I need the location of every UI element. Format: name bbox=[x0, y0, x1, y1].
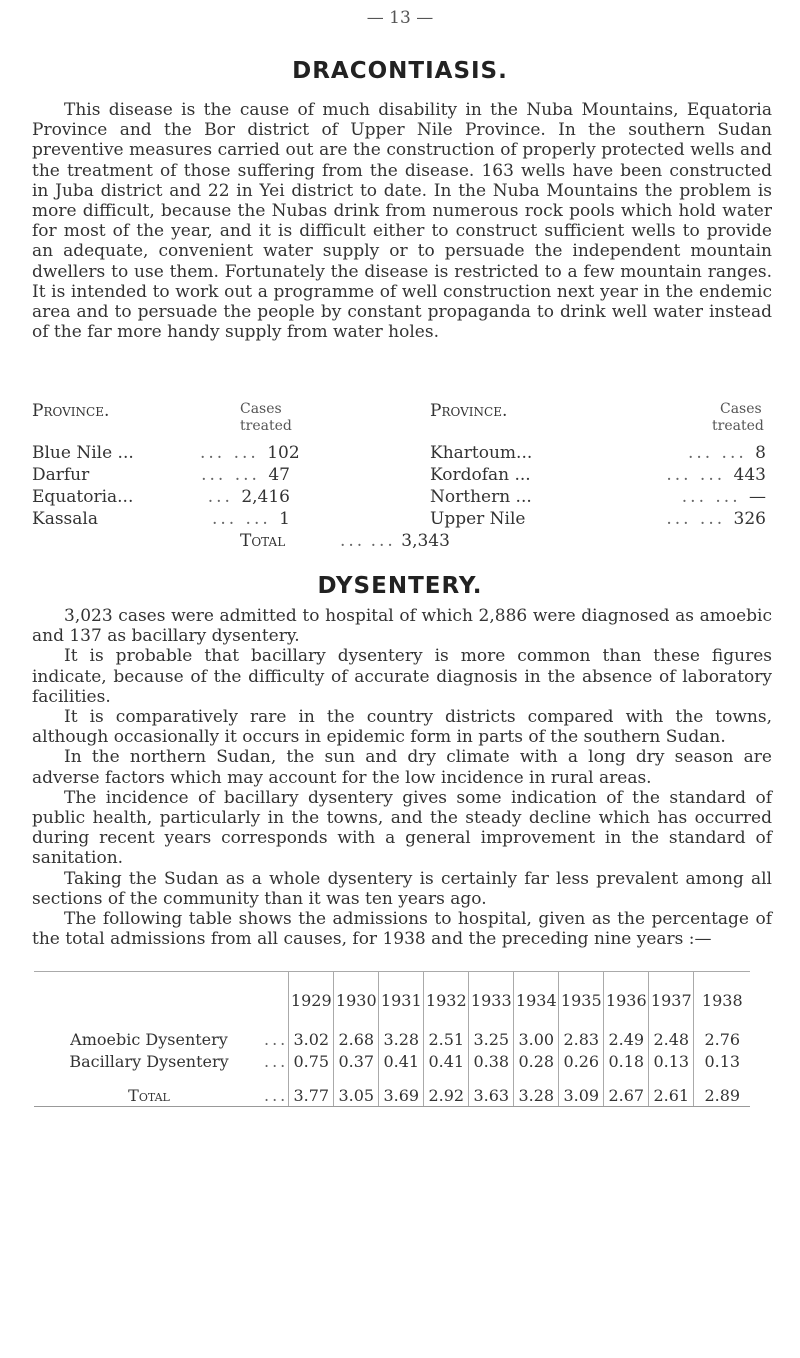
province-header-left: Province. bbox=[32, 401, 110, 421]
dysentery-paragraph: It is probable that bacillary dysentery is more common than these figures indicate, because of the difficulty of accurate diagnosis in the absence of laboratory facilities. bbox=[32, 646, 772, 707]
year-header: 1938 bbox=[694, 972, 751, 1029]
dysentery-paragraph: The following table shows the admissions to hospital, given as the percentage of the total admissions from all causes, for 1938 and the preceding nine years :— bbox=[32, 909, 772, 950]
table-cell: 0.18 bbox=[604, 1050, 649, 1072]
dysentery-paragraph: In the northern Sudan, the sun and dry climate with a long dry season are adverse factors which may account for the low incidence in rural areas. bbox=[32, 747, 772, 788]
page-number: — 13 — bbox=[366, 8, 434, 28]
total-cell: 3.05 bbox=[334, 1084, 379, 1107]
year-header: 1936 bbox=[604, 972, 649, 1029]
year-header: 1929 bbox=[289, 972, 334, 1029]
year-header: 1934 bbox=[514, 972, 559, 1029]
province-total-label: Total bbox=[240, 531, 286, 551]
province-cases: ... ... 326 bbox=[666, 509, 766, 529]
province-total-value: ... ... 3,343 bbox=[340, 531, 450, 551]
table-cell: 2.51 bbox=[424, 1028, 469, 1050]
total-cell: 2.89 bbox=[694, 1084, 751, 1107]
table-cell: 2.68 bbox=[334, 1028, 379, 1050]
row-label: Amoebic Dysentery bbox=[70, 1029, 228, 1049]
dysentery-text bbox=[32, 606, 772, 949]
province-name: Kordofan ... bbox=[430, 465, 531, 485]
table-cell: 3.00 bbox=[514, 1028, 559, 1050]
dracontiasis-paragraph: This disease is the cause of much disability in the Nuba Mountains, Equatoria Province and the Bor district of Upper Nile Province. In the southern Sudan preventive measures carried out are the construction of properly protected wells and the treatment of those suffering from the disease. 163 wells have been constructed in Juba district and 22 in Yei district to date. In the Nuba Mountains the problem is more difficult, because the Nubas drink from numerous rock pools which hold water for most of the year, and it is difficult either to construct sufficient wells to provide an adequate, convenient water supply or to persuade the independent mountain dwellers to use them. Fortunately the disease is restricted to a few mountain ranges. It is intended to work out a programme of well construction next year in the endemic area and to persuade the people by constant propaganda to drink well water instead of the far more handy supply from water holes. bbox=[32, 100, 772, 343]
treated-header-right: treated bbox=[712, 418, 764, 434]
province-cases: ... ... 47 bbox=[201, 465, 290, 485]
table-cell: 3.02 bbox=[289, 1028, 334, 1050]
treated-header-left: treated bbox=[240, 418, 292, 434]
dysentery-rate-table: 1929 1930 1931 1932 1933 1934 1935 1936 1937 1938 Amoebic Dysentery ... 3.02 2.68 3.28 2.51 3.25 3.00 2.83 2.49 2.48 2.76 Bacillary Dysentery ... 0.75 0.37 0.41 0.41 0.38 0.28 0.26 0.18 0.13 0.13 Total ... 3.77 3.05 3.69 2.92 3.63 3.28 3.09 2.67 2.61 2.89 bbox=[34, 971, 750, 1107]
table-cell: 2.76 bbox=[694, 1028, 751, 1050]
dracontiasis-heading: DRACONTIASIS. bbox=[292, 58, 508, 84]
dysentery-paragraph: It is comparatively rare in the country districts compared with the towns, although occasionally it occurs in epidemic form in parts of the southern Sudan. bbox=[32, 707, 772, 748]
year-header: 1930 bbox=[334, 972, 379, 1029]
year-header: 1932 bbox=[424, 972, 469, 1029]
table-cell: 0.13 bbox=[694, 1050, 751, 1072]
province-name: Equatoria... bbox=[32, 487, 134, 507]
total-cell: 3.28 bbox=[514, 1084, 559, 1107]
table-cell: 0.13 bbox=[649, 1050, 694, 1072]
table-cell: 0.41 bbox=[379, 1050, 424, 1072]
row-label: Bacillary Dysentery bbox=[69, 1051, 229, 1071]
total-cell: 3.09 bbox=[559, 1084, 604, 1107]
province-cases: ... ... — bbox=[681, 487, 766, 507]
table-cell: 2.48 bbox=[649, 1028, 694, 1050]
province-name: Kassala bbox=[32, 509, 98, 529]
total-cell: 2.92 bbox=[424, 1084, 469, 1107]
table-cell: 0.38 bbox=[469, 1050, 514, 1072]
year-header: 1933 bbox=[469, 972, 514, 1029]
province-header-right: Province. bbox=[430, 401, 508, 421]
cases-header-right: Cases bbox=[720, 401, 762, 417]
province-name: Upper Nile bbox=[430, 509, 526, 529]
dysentery-paragraph: The incidence of bacillary dysentery gives some indication of the standard of public health, particularly in the towns, and the steady decline which has occurred during recent years corresponds with a general improvement in the standard of sanitation. bbox=[32, 787, 772, 869]
province-cases: ... 2,416 bbox=[207, 487, 290, 507]
province-name: Northern ... bbox=[430, 487, 532, 507]
table-cell: 3.25 bbox=[469, 1028, 514, 1050]
province-cases: ... ... 8 bbox=[687, 443, 766, 463]
table-cell: 2.83 bbox=[559, 1028, 604, 1050]
dysentery-paragraph: Taking the Sudan as a whole dysentery is certainly far less prevalent among all sections of the community than it was ten years ago. bbox=[32, 868, 772, 909]
total-cell: 3.63 bbox=[469, 1084, 514, 1107]
table-cell: 0.41 bbox=[424, 1050, 469, 1072]
province-name: Blue Nile ... bbox=[32, 443, 134, 463]
province-cases: ... ... 102 bbox=[200, 443, 300, 463]
province-name: Khartoum... bbox=[430, 443, 533, 463]
total-cell: 2.61 bbox=[649, 1084, 694, 1107]
year-header: 1931 bbox=[379, 972, 424, 1029]
province-cases: ... ... 443 bbox=[666, 465, 766, 485]
province-name: Darfur bbox=[32, 465, 90, 485]
year-header: 1937 bbox=[649, 972, 694, 1029]
dysentery-heading: DYSENTERY. bbox=[317, 573, 483, 599]
table-cell: 0.75 bbox=[289, 1050, 334, 1072]
table-cell: 3.28 bbox=[379, 1028, 424, 1050]
total-cell: 3.77 bbox=[289, 1084, 334, 1107]
province-cases: ... ... 1 bbox=[211, 509, 290, 529]
table-cell: 0.28 bbox=[514, 1050, 559, 1072]
dysentery-paragraph: 3,023 cases were admitted to hospital of which 2,886 were diagnosed as amoebic and 137 as bacillary dysentery. bbox=[32, 606, 772, 647]
cases-header-left: Cases bbox=[240, 401, 282, 417]
table-cell: 0.26 bbox=[559, 1050, 604, 1072]
total-row-label: Total bbox=[34, 1084, 264, 1107]
total-cell: 3.69 bbox=[379, 1084, 424, 1107]
table-cell: 0.37 bbox=[334, 1050, 379, 1072]
total-cell: 2.67 bbox=[604, 1084, 649, 1107]
table-cell: 2.49 bbox=[604, 1028, 649, 1050]
year-header: 1935 bbox=[559, 972, 604, 1029]
